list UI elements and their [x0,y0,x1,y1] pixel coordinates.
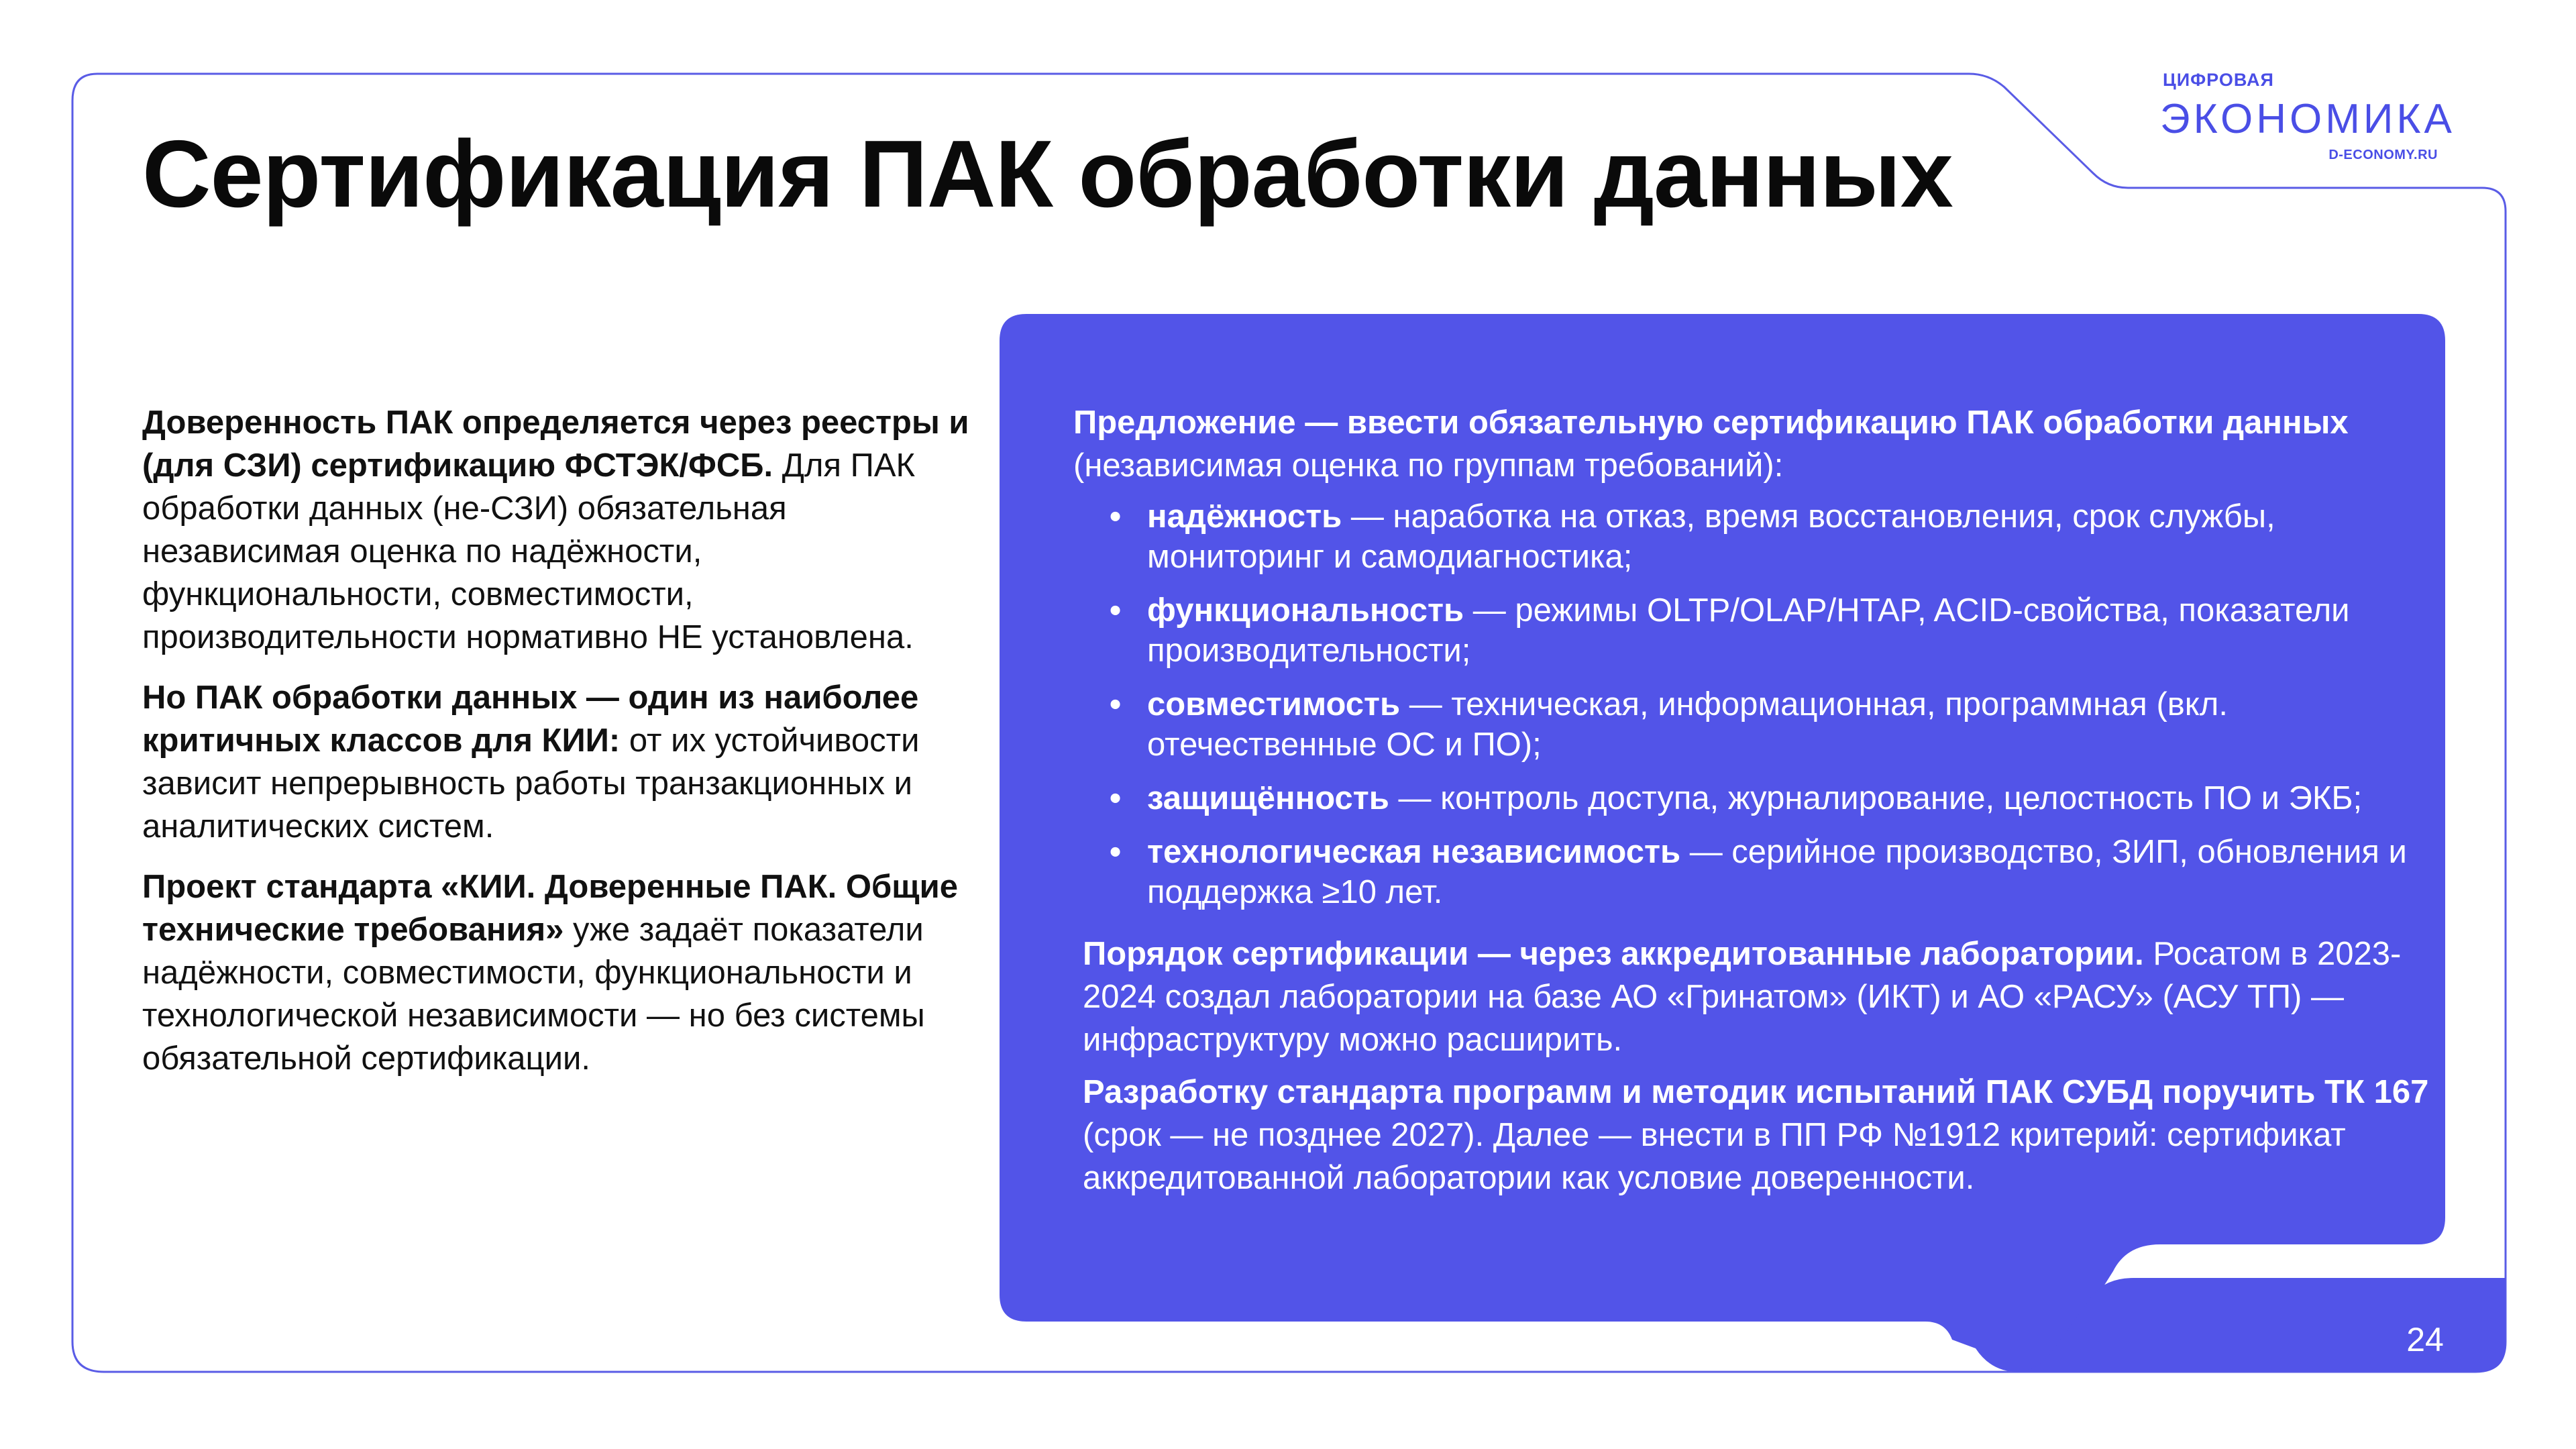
requirements-list [1110,496,2442,912]
bullet-icon: • [1110,498,1122,535]
left-paragraph-2 [142,676,974,848]
item-desc: — наработка на отказ, время восстановления, срок службы, мониторинг и самодиагностика; [1147,498,2275,575]
proposal-p2-text: Росатом в 2023-2024 создал лаборатории на базе АО «Гринатом» (ИКТ) и АО «РАСУ» (АСУ ТП) — инфраструктуру можно расширить. [1083,936,2402,1058]
logo [2160,66,2455,166]
item-desc: — серийное производство, ЗИП, обновления и поддержка ≥10 лет. [1147,834,2407,910]
left-p3-bold: Проект стандарта «КИИ. Доверенные ПАК. Общие технические требования» [142,869,958,948]
list-item [1110,832,2442,912]
proposal-p3-text: (срок — не позднее 2027). Далее — внести в ПП РФ №1912 критерий: сертификат аккредитованной лаборатории как условие доверенности. [1083,1117,2346,1196]
left-paragraph-1 [142,401,974,659]
proposal-intro-bold: Предложение — ввести обязательную сертификацию ПАК обработки данных [1073,405,2349,441]
item-term: совместимость [1147,686,1401,722]
list-item [1110,778,2442,818]
bullet-icon: • [1110,834,1122,870]
proposal-p3-bold: Разработку стандарта программ и методик испытаний ПАК СУБД поручить ТК 167 [1083,1074,2429,1110]
bullet-icon: • [1110,686,1122,722]
list-item [1110,684,2442,765]
proposal-paragraph-2 [1083,932,2442,1061]
left-p2-text: от их устойчивости зависит непрерывность работы транзакционных и аналитических систем. [142,722,920,845]
logo-url-text: D-ECONOMY.RU [2328,148,2438,162]
left-p1-bold: Доверенность ПАК определяется через реестры и (для СЗИ) сертификацию ФСТЭК/ФСБ. [142,405,969,484]
item-term: защищённость [1147,780,1389,816]
bullet-icon: • [1110,592,1122,629]
left-p1-text: Для ПАК обработки данных (не-СЗИ) обязательная независимая оценка по надёжности, функциональности, совместимости, производительности нормативно НЕ установлена. [142,447,916,655]
item-desc: — техническая, информационная, программная (вкл. отечественные ОС и ПО); [1147,686,2228,763]
list-item [1110,590,2442,671]
item-term: технологическая независимость [1147,834,1681,870]
logo-small-text: ЦИФРОВАЯ [2163,70,2274,90]
left-paragraph-3 [142,865,974,1080]
slide-title: Сертификация ПАК обработки данных [142,121,1953,227]
proposal-intro-text: (независимая оценка по группам требований): [1073,447,1784,484]
page-number: 24 [2406,1321,2444,1358]
left-p2-bold: Но ПАК обработки данных — один из наиболее критичных классов для КИИ: [142,680,919,759]
proposal-p2-bold: Порядок сертификации — через аккредитованные лаборатории. [1083,936,2144,972]
left-column [142,401,974,1097]
proposal-intro [1073,401,2442,487]
item-desc: — режимы OLTP/OLAP/HTAP, ACID-свойства, показатели производительности; [1147,592,2350,669]
logo-main-text: ЭКОНОМИКА [2160,96,2455,142]
proposal-content [1073,401,2442,1199]
list-item [1110,496,2442,577]
proposal-paragraph-3 [1083,1071,2442,1199]
bullet-icon: • [1110,780,1122,816]
item-term: надёжность [1147,498,1342,535]
left-p3-text: уже задаёт показатели надёжности, совместимости, функциональности и технологической независимости — но без системы обязательной сертификации. [142,912,925,1077]
item-desc: — контроль доступа, журналирование, целостность ПО и ЭКБ; [1389,780,2363,816]
item-term: функциональность [1147,592,1464,629]
